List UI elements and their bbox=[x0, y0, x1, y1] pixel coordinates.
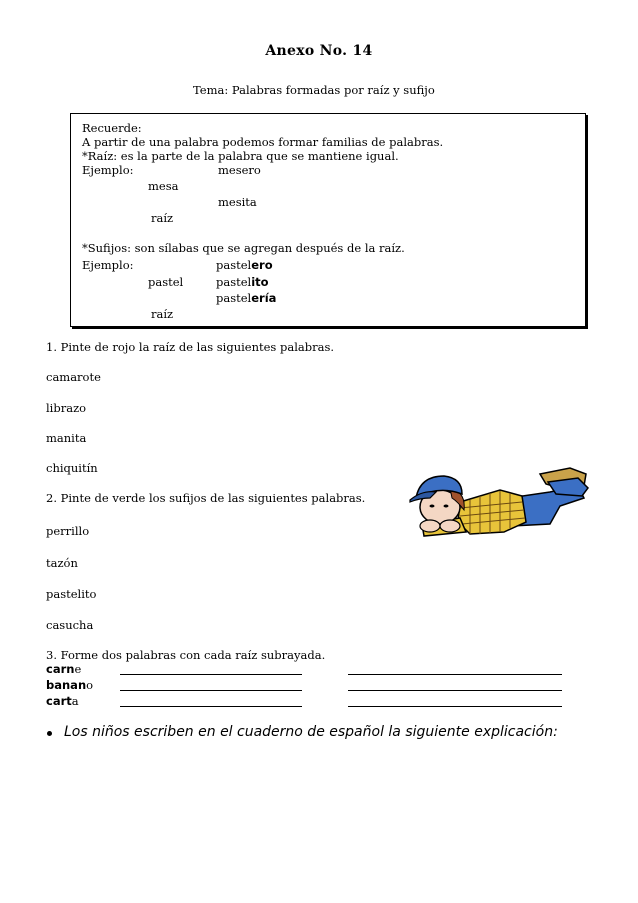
boy-lying-illustration bbox=[400, 462, 590, 542]
answer-line[interactable] bbox=[120, 674, 302, 675]
q1-prompt: 1. Pinte de rojo la raíz de las siguientes palabras. bbox=[46, 340, 335, 354]
q3-row-word bbox=[46, 678, 93, 692]
box-line-families: A partir de una palabra podemos formar familias de palabras. bbox=[82, 135, 444, 149]
q3-word-rest: o bbox=[86, 678, 94, 692]
box-line-root-def: *Raíz: es la parte de la palabra que se mantiene igual. bbox=[82, 149, 399, 163]
q3-root: carn bbox=[46, 662, 75, 676]
q2-word: casucha bbox=[46, 618, 94, 632]
answer-line[interactable] bbox=[348, 690, 562, 691]
q3-word-rest: a bbox=[71, 694, 79, 708]
box-heading: Recuerde: bbox=[82, 121, 142, 135]
q2-word: tazón bbox=[46, 556, 78, 570]
example1-word-top: mesero bbox=[218, 163, 261, 177]
example2-word-2-base: pastel bbox=[216, 275, 252, 289]
example1-root-label: raíz bbox=[151, 211, 174, 225]
q1-word: manita bbox=[46, 431, 87, 445]
answer-line[interactable] bbox=[120, 706, 302, 707]
q3-root: cart bbox=[46, 694, 72, 708]
example2-word-3-suffix: ería bbox=[251, 291, 277, 305]
q3-row-word bbox=[46, 662, 81, 676]
example2-root-word: pastel bbox=[148, 275, 184, 289]
box-line-suffix-def: *Sufijos: son sílabas que se agregan después de la raíz. bbox=[82, 241, 405, 255]
example2-word-2 bbox=[216, 275, 269, 289]
q1-word: camarote bbox=[46, 370, 101, 384]
q1-word: librazo bbox=[46, 401, 87, 415]
page-title: Anexo No. 14 bbox=[265, 43, 373, 59]
bullet-icon bbox=[47, 731, 52, 736]
q3-word-rest: e bbox=[74, 662, 82, 676]
reminder-box bbox=[70, 113, 586, 327]
example1-word-bottom: mesita bbox=[218, 195, 257, 209]
example2-word-1-base: pastel bbox=[216, 258, 252, 272]
instruction-note: Los niños escriben en el cuaderno de español la siguiente explicación: bbox=[64, 724, 558, 740]
box-example-label: Ejemplo: bbox=[82, 163, 134, 177]
q3-prompt: 3. Forme dos palabras con cada raíz subrayada. bbox=[46, 648, 326, 662]
page-subtitle: Tema: Palabras formadas por raíz y sufijo bbox=[193, 83, 435, 97]
q3-root: banan bbox=[46, 678, 87, 692]
example2-word-3-base: pastel bbox=[216, 291, 252, 305]
example2-word-1 bbox=[216, 258, 273, 272]
answer-line[interactable] bbox=[348, 674, 562, 675]
q2-word: pastelito bbox=[46, 587, 97, 601]
example2-root-label: raíz bbox=[151, 307, 174, 321]
q2-word: perrillo bbox=[46, 524, 90, 538]
example1-root-word: mesa bbox=[148, 179, 179, 193]
answer-line[interactable] bbox=[348, 706, 562, 707]
q3-row-word bbox=[46, 694, 79, 708]
example2-word-1-suffix: ero bbox=[251, 258, 273, 272]
box-example-label-2: Ejemplo: bbox=[82, 258, 134, 272]
example2-word-3 bbox=[216, 291, 276, 305]
answer-line[interactable] bbox=[120, 690, 302, 691]
example2-word-2-suffix: ito bbox=[251, 275, 269, 289]
q1-word: chiquitín bbox=[46, 461, 98, 475]
q2-prompt: 2. Pinte de verde los sufijos de las siguientes palabras. bbox=[46, 491, 366, 505]
